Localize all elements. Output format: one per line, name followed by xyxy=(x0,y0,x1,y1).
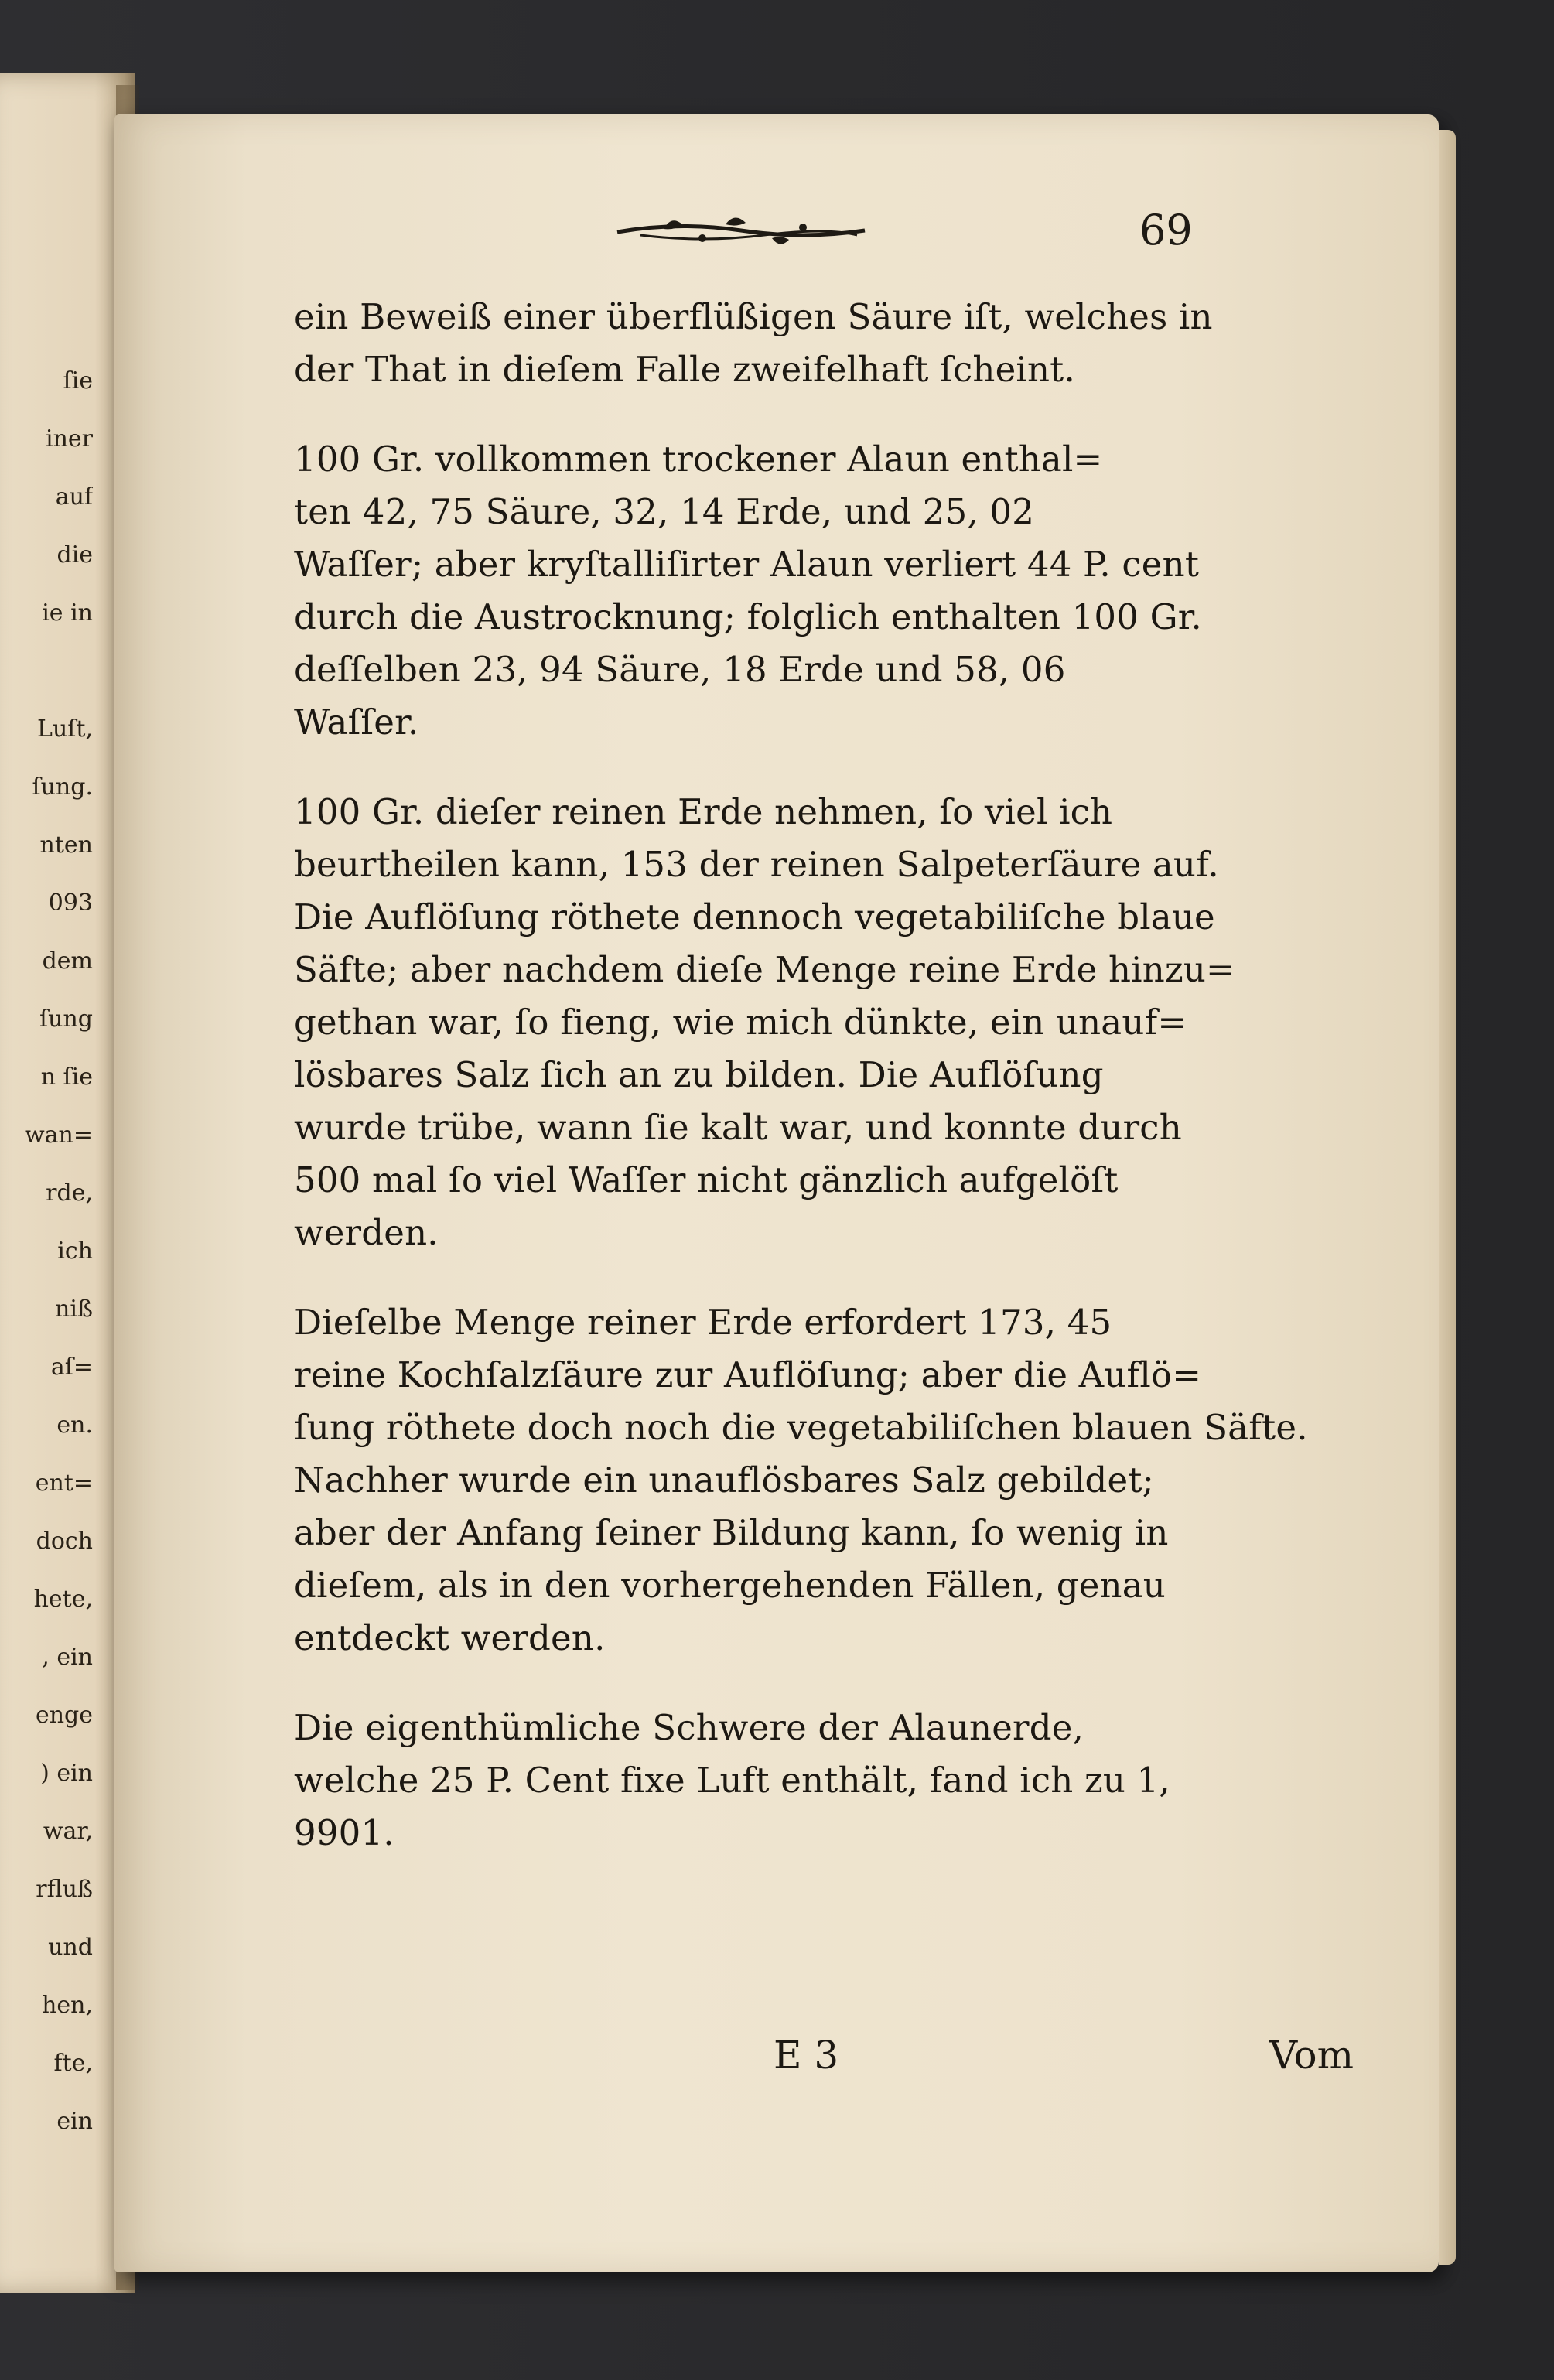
paragraph: Die eigenthümliche Schwere der Alaunerde, welche 25 P. Cent fixe Luft enthält, fand ich zu 1, 9901. xyxy=(294,1707,1170,1853)
ornament-icon xyxy=(610,207,873,254)
left-page-text-fragments xyxy=(0,352,93,2150)
left-fragment: , ein xyxy=(42,1644,93,1671)
left-fragment: war, xyxy=(43,1818,93,1845)
left-fragment: ſie xyxy=(63,367,93,394)
left-fragment xyxy=(0,642,93,700)
paragraph: 100 Gr. vollkommen trockener Alaun enthal= ten 42, 75 Säure, 32, 14 Erde, und 25, 02 Waſſer; aber kryſtalliſirter Alaun verliert 44 P. cent durch die Austrocknung; folglich enthalten 100 Gr. deſſelben 23, 94 Säure, 18 Erde und 58, 06 Waſſer. xyxy=(294,439,1203,743)
left-fragment: rde, xyxy=(46,1180,93,1207)
left-fragment: hete, xyxy=(33,1586,93,1613)
paragraph: Dieſelbe Menge reiner Erde erfordert 173, 45 reine Kochſalzſäure zur Auflöſung; aber die Auflö= ſung röthete doch noch die vegetabiliſchen blauen Säfte. Nachher wurde ein unauflösbares Salz gebildet; aber der Anfang ſeiner Bildung kann, ſo wenig in dieſem, als in den vorhergehenden Fällen, genau entdeckt werden. xyxy=(294,1302,1308,1658)
left-fragment: ie in xyxy=(42,599,93,627)
left-fragment: iner xyxy=(45,425,93,452)
left-fragment: ſung. xyxy=(32,773,93,801)
left-fragment: fte, xyxy=(53,2050,93,2077)
catchword: Vom xyxy=(1269,2033,1354,2078)
page-number: 69 xyxy=(1139,206,1193,254)
left-fragment: n ſie xyxy=(40,1064,93,1091)
left-fragment: ich xyxy=(57,1238,93,1265)
left-fragment: auf xyxy=(55,483,93,510)
left-fragment: enge xyxy=(35,1702,93,1729)
left-fragment: aſ= xyxy=(50,1354,93,1381)
page-edge xyxy=(1439,130,1456,2265)
left-fragment: 093 xyxy=(48,890,93,917)
left-fragment: nten xyxy=(39,831,93,859)
left-fragment: und xyxy=(48,1934,93,1961)
left-fragment: rfluß xyxy=(36,1876,93,1903)
page-footer xyxy=(294,2033,1354,2087)
left-fragment: ent= xyxy=(35,1470,93,1497)
left-fragment: die xyxy=(56,541,93,569)
left-fragment: doch xyxy=(36,1528,93,1555)
left-fragment: Luſt, xyxy=(37,715,93,743)
left-fragment: hen, xyxy=(42,1992,93,2019)
left-fragment: en. xyxy=(56,1412,93,1439)
left-fragment: wan= xyxy=(24,1122,93,1149)
left-fragment: niß xyxy=(55,1296,93,1323)
right-page xyxy=(114,114,1439,2272)
signature-mark: E 3 xyxy=(774,2033,839,2078)
left-fragment: ſung xyxy=(39,1006,93,1033)
paragraph: ein Beweiß einer überflüßigen Säure iſt, welches in der That in dieſem Falle zweifelhaft ſcheint. xyxy=(294,296,1213,390)
left-fragment: ein xyxy=(56,2108,93,2135)
left-fragment: dem xyxy=(42,948,93,975)
paragraph: 100 Gr. dieſer reinen Erde nehmen, ſo viel ich beurtheilen kann, 153 der reinen Salpeterſäure auf. Die Auflöſung röthete dennoch vegetabiliſche blaue Säfte; aber nachdem dieſe Menge reine Erde hinzu= gethan war, ſo fieng, wie mich dünkte, ein unauf= lösbares Salz ſich an zu bilden. Die Auflöſung wurde trübe, wann ſie kalt war, und konnte durch 500 mal ſo viel Waſſer nicht gänzlich aufgelöſt werden. xyxy=(294,791,1235,1253)
body-text xyxy=(294,291,1354,1897)
left-fragment: ) ein xyxy=(40,1760,93,1787)
